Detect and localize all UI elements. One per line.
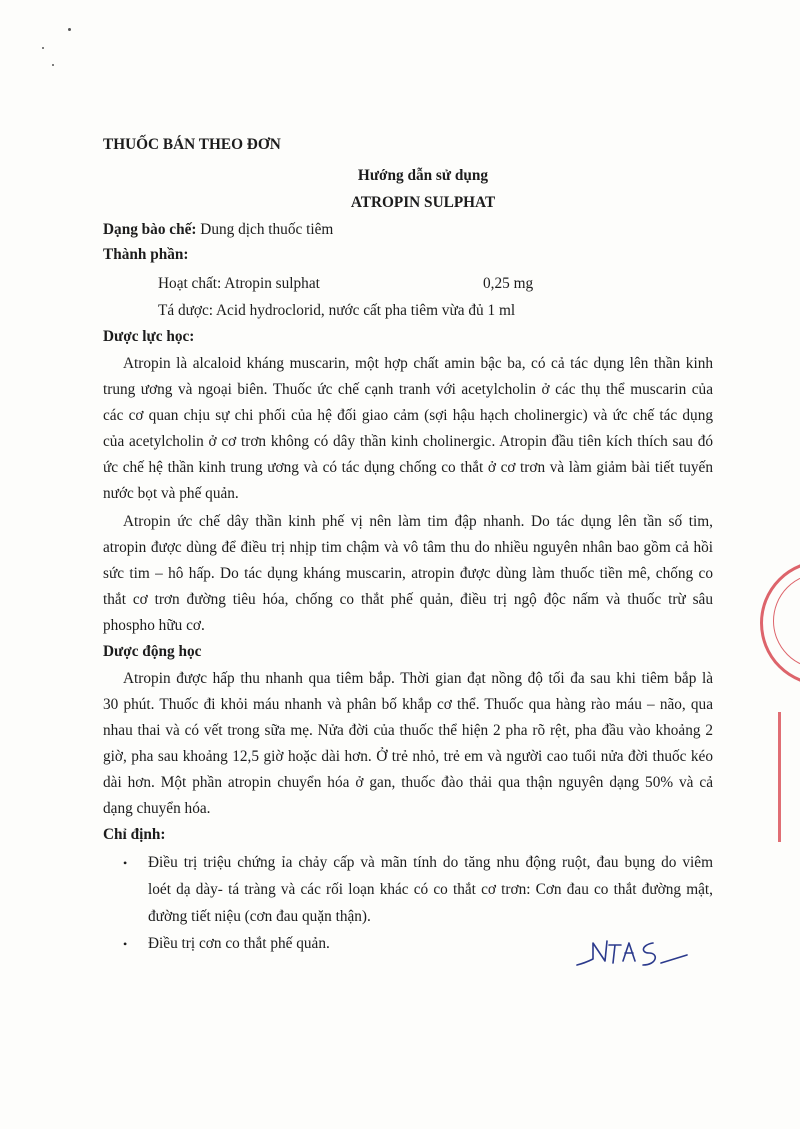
scan-speck bbox=[42, 47, 44, 49]
pd-p1-line: trung ương và ngoại biên. Thuốc ức chế cạnh tranh với acetylcholin ở các thụ thể muscarin của bbox=[103, 381, 713, 398]
pd-p2-line: phospho hữu cơ. bbox=[103, 617, 205, 634]
indication-line: đường tiết niệu (cơn đau quặn thận). bbox=[148, 908, 371, 925]
composition-label: Thành phần: bbox=[103, 246, 189, 263]
pk-line: nhau thai và có vết trong sữa mẹ. Nửa đời của thuốc thể hiện 2 pha rõ rệt, pha đầu vào khoảng 2 bbox=[103, 722, 713, 739]
bullet-icon: • bbox=[123, 937, 128, 951]
prescription-label: THUỐC BÁN THEO ĐƠN bbox=[103, 136, 281, 153]
dosage-form-label: Dạng bào chế: bbox=[103, 221, 197, 238]
dosage-form-row bbox=[103, 221, 333, 239]
indication-line: Điều trị cơn co thắt phế quản. bbox=[148, 935, 330, 952]
pd-p2-line: sức tim – hô hấp. Do tác dụng kháng muscarin, atropin được dùng làm thuốc tiền mê, chống co bbox=[103, 565, 713, 582]
guide-title: Hướng dẫn sử dụng bbox=[357, 167, 489, 184]
pd-p1-line: các cơ quan chịu sự chi phối của hệ đối giao cảm (sợi hậu hạch cholinergic) và ức chế tác dụng bbox=[103, 407, 713, 424]
indication-line: loét dạ dày- tá tràng và các rối loạn khác có co thắt cơ trơn: Cơn đau co thắt đường mật, bbox=[148, 881, 713, 898]
pd-p1-line: ức chế hệ thần kinh trung ương và có tác dụng chống co thắt ở cơ trơn và làm giảm bài tiết tuyến bbox=[103, 459, 713, 476]
indications-label: Chỉ định: bbox=[103, 826, 166, 843]
pd-p1-line: nước bọt và phế quản. bbox=[103, 485, 239, 502]
active-amount: 0,25 mg bbox=[483, 275, 534, 292]
pd-p2-line: thắt cơ trơn đường tiêu hóa, chống co thắt phế quản, điều trị ngộ độc nấm và thuốc trừ sâu bbox=[103, 591, 713, 608]
dosage-form-value: Dung dịch thuốc tiêm bbox=[196, 221, 334, 238]
pd-p2-line: atropin được dùng để điều trị nhịp tim chậm và vô tâm thu do nhiều nguyên nhân bao gồm cả hồi bbox=[103, 539, 713, 556]
pk-line: 30 phút. Thuốc đi khỏi máu nhanh và phân bố khắp cơ thể. Thuốc qua hàng rào máu – não, qua bbox=[103, 696, 713, 713]
pd-p2-line: Atropin ức chế dây thần kinh phế vị nên làm tim đập nhanh. Do tác dụng lên tần số tim, bbox=[123, 513, 713, 530]
active-ingredient: Hoạt chất: Atropin sulphat bbox=[158, 275, 320, 292]
pk-line: dạng chuyển hóa. bbox=[103, 800, 211, 817]
pd-p1-line: của acetylcholin ở cơ trơn không có dây thần kinh cholinergic. Atropin đầu tiên kích thích sau đó bbox=[103, 433, 713, 450]
pd-p1-line: Atropin là alcaloid kháng muscarin, một hợp chất amin bậc ba, có cả tác dụng lên thần kinh bbox=[123, 355, 713, 372]
pk-line: Atropin được hấp thu nhanh qua tiêm bắp. Thời gian đạt nồng độ tối đa sau khi tiêm bắp là bbox=[123, 670, 713, 687]
indication-line: Điều trị triệu chứng ỉa chảy cấp và mãn tính do tăng nhu động ruột, đau bụng do viêm bbox=[148, 854, 713, 871]
pk-line: dài hơn. Một phần atropin chuyển hóa ở gan, thuốc đào thải qua thận nguyên dạng 50% và cả bbox=[103, 774, 713, 791]
pk-line: giờ, pha sau khoảng 12,5 giờ hoặc dài hơn. Ở trẻ nhỏ, trẻ em và người cao tuổi nửa đời thuốc kéo bbox=[103, 748, 713, 765]
bullet-icon: • bbox=[123, 856, 128, 870]
excipient: Tá dược: Acid hydroclorid, nước cất pha tiêm vừa đủ 1 ml bbox=[158, 302, 516, 319]
red-seal-fragment bbox=[778, 712, 800, 842]
drug-name: ATROPIN SULPHAT bbox=[350, 194, 496, 211]
pharmacodynamics-label: Dược lực học: bbox=[103, 328, 195, 345]
pharmacokinetics-label: Dược động học bbox=[103, 643, 202, 660]
signature-mark bbox=[575, 935, 695, 975]
scan-speck bbox=[52, 64, 54, 66]
red-seal-inner-ring bbox=[773, 573, 800, 669]
red-seal-stamp bbox=[760, 560, 800, 686]
scan-speck bbox=[68, 28, 71, 31]
